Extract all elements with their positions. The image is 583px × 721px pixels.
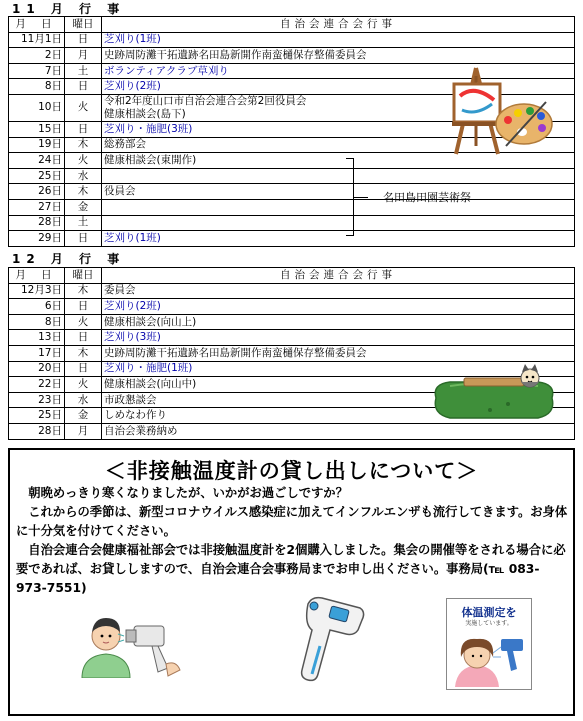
event-cell: 総務部会 <box>102 137 575 153</box>
table-row <box>9 299 575 315</box>
header-dow: 曜日 <box>65 268 102 284</box>
event-cell: 芝刈り・施肥(3班) <box>102 121 575 137</box>
table-header-row <box>9 268 575 284</box>
date-cell: 17日 <box>9 345 65 361</box>
event-cell: 芝刈り・施肥(1班) <box>102 361 575 377</box>
dow-cell: 木 <box>65 184 102 200</box>
dow-cell: 日 <box>65 121 102 137</box>
date-cell: 12月3日 <box>9 283 65 299</box>
november-title: 11 月 行 事 <box>12 2 126 16</box>
thermometer-notice-box <box>8 448 575 716</box>
event-cell: 史跡周防灘干拓遺跡名田島新開作南蛮樋保存整備委員会 <box>102 48 575 64</box>
date-cell: 20日 <box>9 361 65 377</box>
dow-cell: 木 <box>65 283 102 299</box>
table-row <box>9 330 575 346</box>
dow-cell: 日 <box>65 32 102 48</box>
event-cell <box>102 199 575 215</box>
badge-title: 体温測定を <box>461 606 517 619</box>
date-cell: 27日 <box>9 199 65 215</box>
date-cell: 29日 <box>9 231 65 247</box>
header-month: 月 日 <box>9 268 65 284</box>
table-row <box>9 345 575 361</box>
event-cell: 市政懇談会 <box>102 392 575 408</box>
dow-cell: 火 <box>65 94 102 121</box>
notice-body <box>16 484 568 598</box>
dow-cell: 木 <box>65 137 102 153</box>
event-line: 健康相談会(島下) <box>104 107 186 120</box>
notice-title: ＜非接触温度計の貸し出しについて＞ <box>104 459 479 483</box>
dow-cell: 金 <box>65 199 102 215</box>
festival-bracket-tick <box>354 197 368 198</box>
header-event: 自治会連合会行事 <box>102 17 575 33</box>
event-cell: 芝刈り(2班) <box>102 79 575 95</box>
date-cell: 7日 <box>9 63 65 79</box>
date-cell: 26日 <box>9 184 65 200</box>
festival-label: 名田島田園芸術祭 <box>383 191 471 204</box>
table-row <box>9 48 575 64</box>
table-row <box>9 423 575 439</box>
event-cell: 健康相談会(向山上) <box>102 314 575 330</box>
table-row <box>9 231 575 247</box>
event-cell: 役員会 <box>102 184 575 200</box>
dow-cell: 火 <box>65 377 102 393</box>
dow-cell: 月 <box>65 423 102 439</box>
event-cell: 委員会 <box>102 283 575 299</box>
person-measuring-illustration <box>78 608 188 678</box>
date-cell: 23日 <box>9 392 65 408</box>
date-cell: 8日 <box>9 314 65 330</box>
table-row <box>9 184 575 200</box>
date-cell: 10日 <box>9 94 65 121</box>
date-cell: 28日 <box>9 423 65 439</box>
date-cell: 15日 <box>9 121 65 137</box>
thermometer-icon <box>300 596 366 682</box>
table-row <box>9 215 575 231</box>
event-line: 令和2年度山口市自治会連合会第2回役員会 <box>104 94 307 107</box>
dow-cell: 水 <box>65 168 102 184</box>
dow-cell: 火 <box>65 153 102 169</box>
date-cell: 6日 <box>9 299 65 315</box>
dow-cell: 日 <box>65 79 102 95</box>
notice-paragraph: 自治会連合会健康福祉部会では非接触温度計を2個購入しました。集会の開催等をされる場合に必要であれば、お貸ししますので、自治会連合会事務局までお申し出ください。事務局(℡ 083-973-7551) <box>16 543 566 595</box>
dow-cell: 土 <box>65 215 102 231</box>
table-row <box>9 32 575 48</box>
header-event: 自治会連合会行事 <box>102 268 575 284</box>
kotatsu-cat-illustration <box>430 364 558 424</box>
date-cell: 25日 <box>9 168 65 184</box>
badge-subtitle: 実施しています。 <box>465 620 513 627</box>
event-cell: 芝刈り(1班) <box>102 231 575 247</box>
event-cell: 健康相談会(東開作) <box>102 153 575 169</box>
event-cell: しめなわ作り <box>102 408 575 424</box>
notice-paragraph: 朝晩めっきり寒くなりましたが、いかがお過ごしですか？ <box>28 486 348 500</box>
event-cell: 自治会業務納め <box>102 423 575 439</box>
date-cell: 28日 <box>9 215 65 231</box>
event-cell: 芝刈り(2班) <box>102 299 575 315</box>
table-row <box>9 168 575 184</box>
table-row <box>9 283 575 299</box>
date-cell: 25日 <box>9 408 65 424</box>
date-cell: 24日 <box>9 153 65 169</box>
date-cell: 2日 <box>9 48 65 64</box>
date-cell: 19日 <box>9 137 65 153</box>
table-header-row <box>9 17 575 33</box>
dow-cell: 火 <box>65 314 102 330</box>
header-dow: 曜日 <box>65 17 102 33</box>
event-cell: 芝刈り(1班) <box>102 32 575 48</box>
dow-cell: 木 <box>65 345 102 361</box>
dow-cell: 土 <box>65 63 102 79</box>
date-cell: 8日 <box>9 79 65 95</box>
event-cell: ボランティアクラブ草刈り <box>102 63 575 79</box>
event-cell: 芝刈り(3班) <box>102 330 575 346</box>
dow-cell: 日 <box>65 361 102 377</box>
notice-paragraph: これからの季節は、新型コロナウイルス感染症に加えてインフルエンザも流行してきます。お身体に十分気を付けてください。 <box>16 505 568 538</box>
woman-measuring-icon <box>451 629 529 687</box>
date-cell: 11月1日 <box>9 32 65 48</box>
easel-palette-illustration <box>446 66 554 156</box>
temperature-check-badge <box>446 598 532 690</box>
event-cell: 健康相談会(向山中) <box>102 377 575 393</box>
table-row <box>9 199 575 215</box>
december-title: 12 月 行 事 <box>12 252 126 266</box>
dow-cell: 日 <box>65 299 102 315</box>
dow-cell: 日 <box>65 231 102 247</box>
table-row <box>9 314 575 330</box>
event-cell <box>102 215 575 231</box>
dow-cell: 水 <box>65 392 102 408</box>
dow-cell: 日 <box>65 330 102 346</box>
festival-bracket <box>346 158 354 236</box>
event-cell <box>102 168 575 184</box>
dow-cell: 金 <box>65 408 102 424</box>
date-cell: 13日 <box>9 330 65 346</box>
date-cell: 22日 <box>9 377 65 393</box>
header-month: 月 日 <box>9 17 65 33</box>
event-cell: 史跡周防灘干拓遺跡名田島新開作南蛮樋保存整備委員会 <box>102 345 575 361</box>
dow-cell: 月 <box>65 48 102 64</box>
